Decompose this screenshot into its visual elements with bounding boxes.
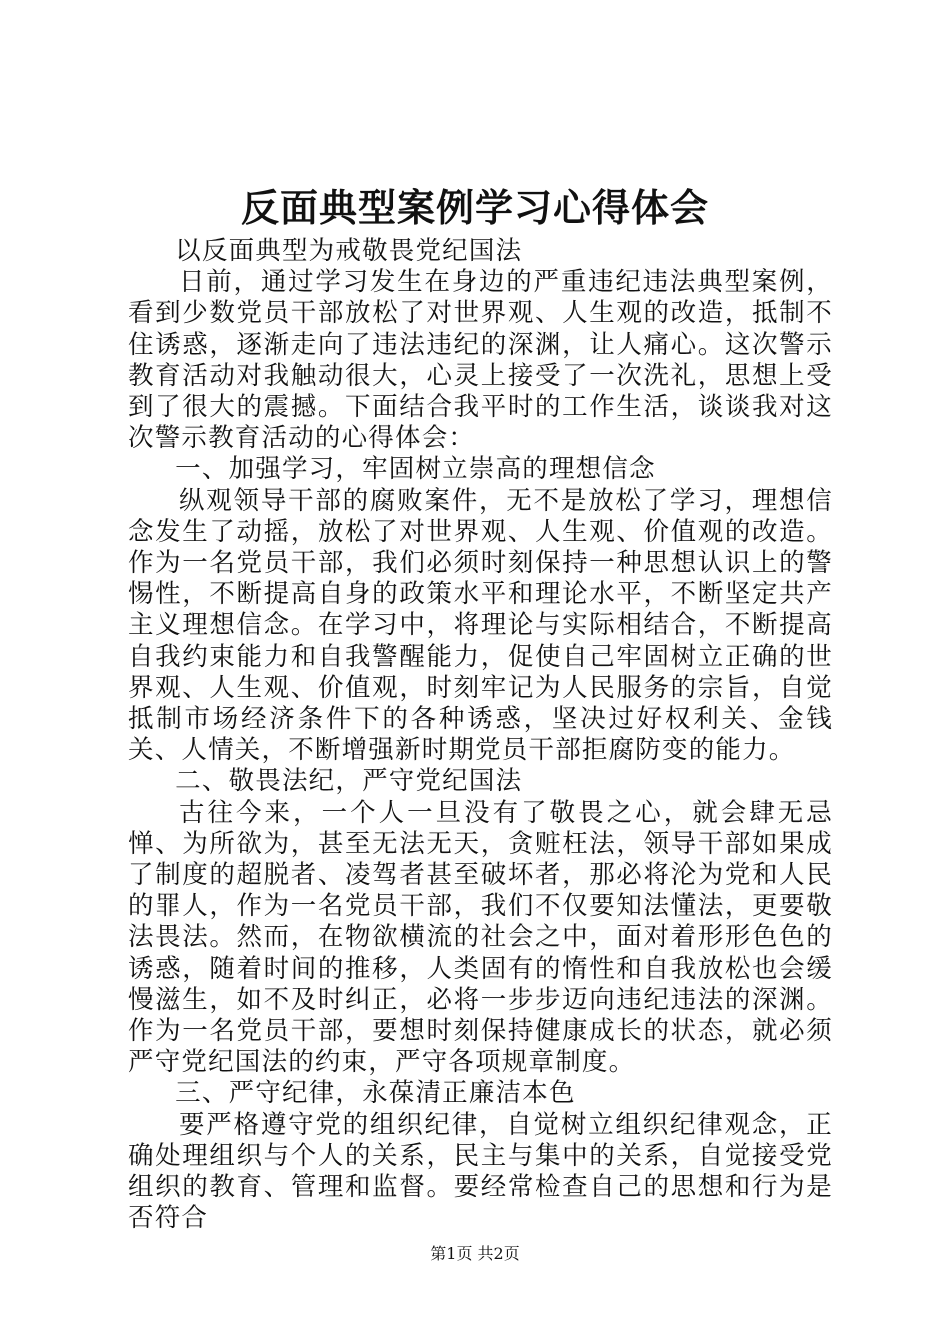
document-title: 反面典型案例学习心得体会 <box>240 186 709 230</box>
body-paragraph-section-3: 要严格遵守党的组织纪律，自觉树立组织纪律观念，正确处理组织与个人的关系，民主与集中的关系，自觉接受党组织的教育、管理和监督。要经常检查自己的思想和行为是否符合 <box>128 1109 833 1234</box>
document-subtitle: 以反面典型为戒敬畏党纪国法 <box>175 236 523 266</box>
page-number-footer: 第1页 共2页 <box>430 1244 520 1263</box>
body-paragraph-section-1: 纵观领导干部的腐败案件，无不是放松了学习，理想信念发生了动摇，放松了对世界观、人生观、价值观的改造。作为一名党员干部，我们必须时刻保持一种思想认识上的警惕性，不断提高自身的政策水平和理论水平，不断坚定共产主义理想信念。在学习中，将理论与实际相结合，不断提高自我约束能力和自我警醒能力，促使自己牢固树立正确的世界观、人生观、价值观，时刻牢记为人民服务的宗旨，自觉抵制市场经济条件下的各种诱惑，坚决过好权利关、金钱关、人情关，不断增强新时期党员干部拒腐防变的能力。 <box>128 485 833 766</box>
section-heading-3: 三、严守纪律，永葆清正廉洁本色 <box>175 1078 576 1109</box>
body-paragraph-intro: 日前，通过学习发生在身边的严重违纪违法典型案例，看到少数党员干部放松了对世界观、人生观的改造，抵制不住诱惑，逐渐走向了违法违纪的深渊，让人痛心。这次警示教育活动对我触动很大，心灵上接受了一次洗礼，思想上受到了很大的震撼。下面结合我平时的工作生活，谈谈我对这次警示教育活动的心得体会： <box>128 267 833 454</box>
section-heading-2: 二、敬畏法纪，严守党纪国法 <box>175 766 523 797</box>
document-body <box>128 236 833 1235</box>
body-paragraph-section-2: 古往今来，一个人一旦没有了敬畏之心，就会肆无忌惮、为所欲为，甚至无法无天，贪赃枉法，领导干部如果成了制度的超脱者、凌驾者甚至破坏者，那必将沦为党和人民的罪人，作为一名党员干部，我们不仅要知法懂法，更要敬法畏法。然而，在物欲横流的社会之中，面对着形形色色的诱惑，随着时间的推移，人类固有的惰性和自我放松也会缓慢滋生，如不及时纠正，必将一步步迈向违纪违法的深渊。作为一名党员干部，要想时刻保持健康成长的状态，就必须严守党纪国法的约束，严守各项规章制度。 <box>128 797 833 1078</box>
section-heading-1: 一、加强学习，牢固树立崇高的理想信念 <box>175 454 656 485</box>
